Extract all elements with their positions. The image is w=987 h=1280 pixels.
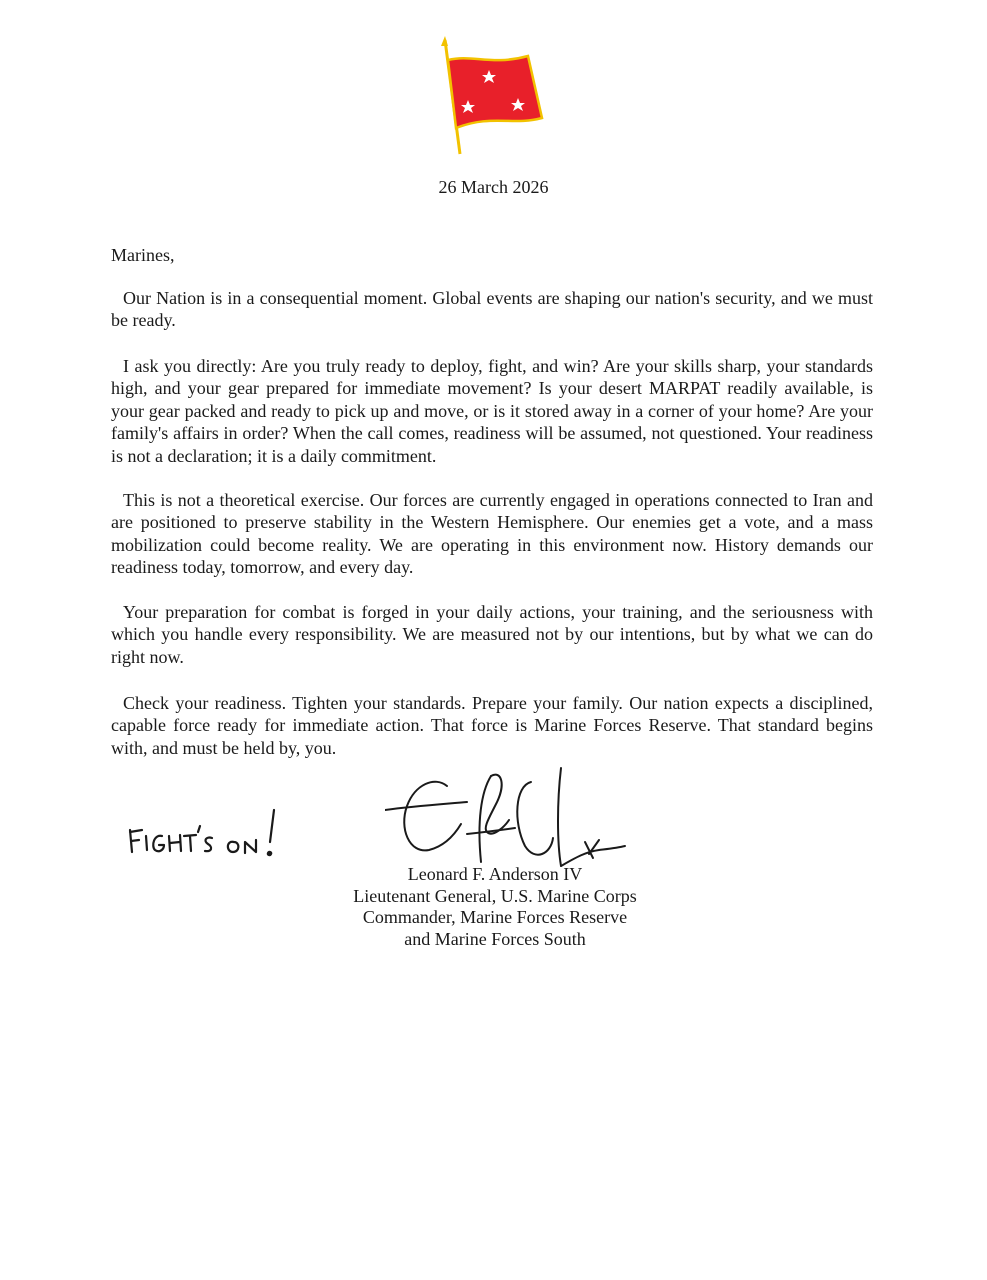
letter-date: 26 March 2026	[438, 177, 549, 197]
paragraph-5: Check your readiness. Tighten your standards. Prepare your family. Our nation expects a disciplined, capable force ready for immediate action. That force is Marine Forces Reserve. That standard begins with, and must be held by, you.	[111, 693, 873, 758]
paragraph-1: Our Nation is in a consequential moment. Global events are shaping our nation's security, and we must be ready.	[111, 288, 873, 331]
salutation: Marines,	[111, 245, 175, 265]
paragraph-3: This is not a theoretical exercise. Our forces are currently engaged in operations connected to Iran and are positioned to preserve stability in the Western Hemisphere. Our enemies get a vote, and a mass mobilization could become reality. We are operating in this environment now. History demands our readiness today, tomorrow, and every day.	[111, 490, 873, 578]
paragraph-2: I ask you directly: Are you truly ready to deploy, fight, and win? Are your skills sharp, your standards high, and your gear prepared for immediate movement? Is your desert MARPAT readily available, is your gear packed and ready to pick up and move, or is it stored away in a corner of your home? Are your family's affairs in order? When the call comes, readiness will be assumed, not questioned. Your readiness is not a declaration; it is a daily commitment.	[111, 356, 873, 466]
paragraph-4: Your preparation for combat is forged in your daily actions, your training, and the seriousness with which you handle every responsibility. We are measured not by our intentions, but by what we can do right now.	[111, 602, 873, 667]
signer-rank: Lieutenant General, U.S. Marine Corps	[353, 885, 637, 906]
signer-name: Leonard F. Anderson IV	[407, 864, 583, 884]
handwritten-note	[122, 800, 292, 862]
signer-title-line-1: Commander, Marine Forces Reserve	[362, 907, 628, 927]
signature-block	[300, 864, 690, 950]
signature	[385, 762, 630, 880]
general-flag-icon	[432, 36, 548, 158]
signer-title-line-2: and Marine Forces South	[404, 928, 586, 949]
